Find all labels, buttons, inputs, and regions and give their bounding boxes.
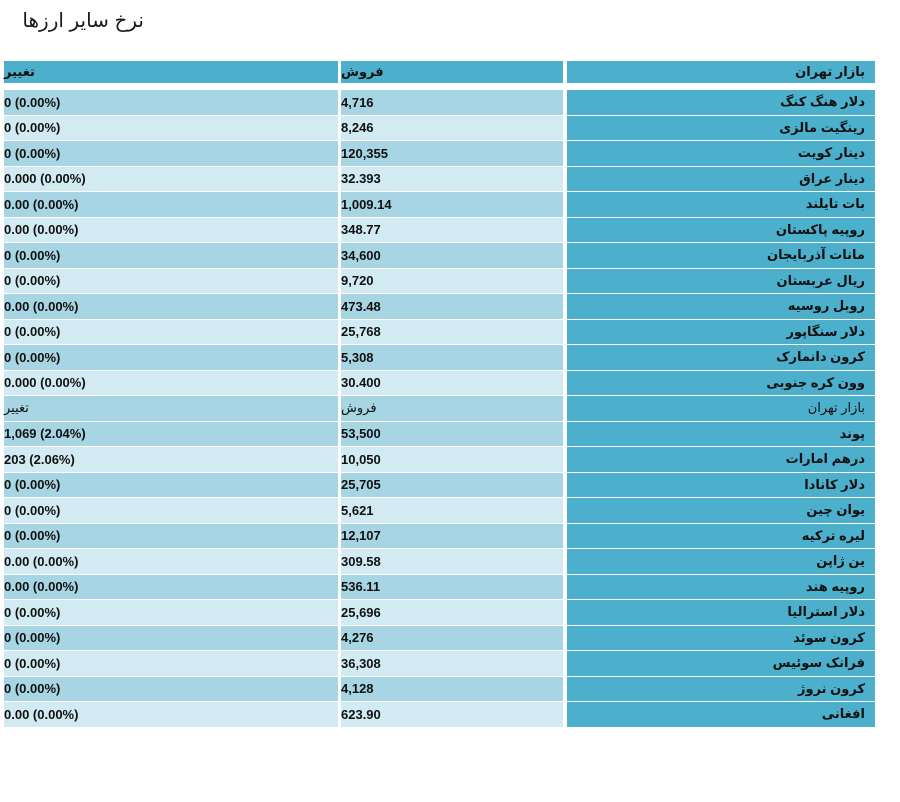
table-row <box>4 422 875 448</box>
currency-name-cell-text: درهم امارات <box>785 451 865 467</box>
currency-name-cell <box>567 651 875 676</box>
change-cell-text: 0.00 (0.00%) <box>4 196 79 212</box>
sell-cell-text: 473.48 <box>341 298 381 314</box>
change-cell <box>4 320 338 345</box>
subheader-sell: فروش <box>341 396 563 421</box>
currency-name-cell-text: لیره ترکیه <box>801 527 865 543</box>
change-cell <box>4 192 338 217</box>
change-cell <box>4 141 338 166</box>
sell-cell <box>341 90 563 115</box>
change-cell <box>4 218 338 243</box>
currency-name-cell-text: ین ژاپن <box>816 553 865 569</box>
change-cell-text: 0.00 (0.00%) <box>4 298 79 314</box>
table-row <box>4 447 875 473</box>
change-cell-text: 0 (0.00%) <box>4 273 61 289</box>
table-row <box>4 473 875 499</box>
change-cell-text: 0 (0.00%) <box>4 120 61 136</box>
currency-name-cell <box>567 702 875 727</box>
currency-name-cell-text: دینار عراق <box>799 170 865 186</box>
change-cell <box>4 243 338 268</box>
currency-name-cell <box>567 167 875 192</box>
table-row <box>4 524 875 550</box>
sell-cell <box>341 192 563 217</box>
sell-cell-text: 36,308 <box>341 655 381 671</box>
change-cell-text: 0 (0.00%) <box>4 247 61 263</box>
table-row <box>4 116 875 142</box>
change-cell-text: 1,069 (2.04%) <box>4 426 86 442</box>
sell-cell <box>341 600 563 625</box>
sell-cell-text: 53,500 <box>341 426 381 442</box>
change-cell-text: 0 (0.00%) <box>4 502 61 518</box>
change-cell <box>4 549 338 574</box>
currency-name-cell <box>567 192 875 217</box>
currency-name-cell <box>567 320 875 345</box>
currency-name-cell-text: رینگیت مالزی <box>779 119 865 135</box>
currency-name-cell <box>567 626 875 651</box>
change-cell <box>4 116 338 141</box>
change-cell-text: 0 (0.00%) <box>4 324 61 340</box>
sell-cell <box>341 269 563 294</box>
table-row <box>4 269 875 295</box>
change-cell <box>4 524 338 549</box>
currency-name-cell <box>567 294 875 319</box>
change-cell <box>4 422 338 447</box>
change-cell-text: 203 (2.06%) <box>4 451 75 467</box>
currency-name-cell-text: ریال عربستان <box>776 272 865 288</box>
change-cell <box>4 626 338 651</box>
currency-name-cell <box>567 345 875 370</box>
change-cell <box>4 371 338 396</box>
change-cell <box>4 269 338 294</box>
sell-cell-text: 5,621 <box>341 502 374 518</box>
change-cell-text: 0.00 (0.00%) <box>4 222 79 238</box>
sell-cell <box>341 575 563 600</box>
change-cell-text: 0 (0.00%) <box>4 604 61 620</box>
sell-cell-text: 348.77 <box>341 222 381 238</box>
sell-cell-text: 120,355 <box>341 145 388 161</box>
table-row <box>4 345 875 371</box>
sell-cell-text: 10,050 <box>341 451 381 467</box>
currency-name-cell <box>567 218 875 243</box>
sell-cell-text: 5,308 <box>341 349 374 365</box>
change-cell-text: 0 (0.00%) <box>4 94 61 110</box>
change-cell <box>4 90 338 115</box>
currency-name-cell-text: پوند <box>839 425 865 441</box>
sell-cell <box>341 294 563 319</box>
currency-name-cell-text: یوان چین <box>806 502 865 518</box>
sell-cell-text: 536.11 <box>341 579 381 595</box>
table-row <box>4 218 875 244</box>
table-row <box>4 243 875 269</box>
sell-cell <box>341 141 563 166</box>
sell-cell <box>341 626 563 651</box>
sell-cell-text: 309.58 <box>341 553 381 569</box>
table-row <box>4 677 875 703</box>
change-cell-text: 0.00 (0.00%) <box>4 706 79 722</box>
currency-name-cell-text: دلار سنگاپور <box>786 323 865 339</box>
sell-cell-text: 25,768 <box>341 324 381 340</box>
sell-cell <box>341 702 563 727</box>
change-cell-text: 0 (0.00%) <box>4 528 61 544</box>
sell-cell <box>341 243 563 268</box>
currency-name-cell <box>567 90 875 115</box>
sell-cell <box>341 371 563 396</box>
change-cell <box>4 294 338 319</box>
sell-cell <box>341 218 563 243</box>
table-row <box>4 702 875 728</box>
sell-cell <box>341 498 563 523</box>
table-row <box>4 320 875 346</box>
currency-name-cell-text: روپیه پاکستان <box>775 221 865 237</box>
currency-name-cell <box>567 447 875 472</box>
change-cell <box>4 702 338 727</box>
change-cell-text: 0.000 (0.00%) <box>4 171 86 187</box>
table-row <box>4 90 875 116</box>
currency-name-cell-text: وون کره جنوبی <box>766 374 865 390</box>
change-cell-text: 0.00 (0.00%) <box>4 579 79 595</box>
sell-cell-text: 4,716 <box>341 94 374 110</box>
table-subheader-row <box>4 396 875 422</box>
change-cell-text: 0.000 (0.00%) <box>4 375 86 391</box>
sell-cell <box>341 651 563 676</box>
currency-name-cell <box>567 575 875 600</box>
currency-name-cell-text: روبل روسیه <box>787 298 865 314</box>
sell-cell <box>341 320 563 345</box>
change-cell <box>4 345 338 370</box>
table-row <box>4 192 875 218</box>
currency-name-cell-text: دلار استرالیا <box>787 604 865 620</box>
sell-cell-text: 1,009.14 <box>341 196 392 212</box>
header-market: بازار تهران <box>567 61 875 83</box>
change-cell <box>4 600 338 625</box>
change-cell <box>4 498 338 523</box>
change-cell-text: 0 (0.00%) <box>4 655 61 671</box>
table-row <box>4 141 875 167</box>
sell-cell-text: 30.400 <box>341 375 381 391</box>
sell-cell-text: 12,107 <box>341 528 381 544</box>
currency-name-cell-text: مانات آذربایجان <box>767 247 865 263</box>
currency-name-cell <box>567 677 875 702</box>
change-cell-text: 0 (0.00%) <box>4 681 61 697</box>
sell-cell <box>341 524 563 549</box>
change-cell-text: 0 (0.00%) <box>4 477 61 493</box>
currency-name-cell-text: کرون دانمارک <box>776 349 865 365</box>
currency-name-cell <box>567 600 875 625</box>
currency-name-cell-text: فرانک سوئیس <box>772 655 865 671</box>
sell-cell <box>341 473 563 498</box>
change-cell-text: 0 (0.00%) <box>4 145 61 161</box>
change-cell-text: 0 (0.00%) <box>4 349 61 365</box>
change-cell <box>4 447 338 472</box>
currency-name-cell-text: کرون سوئد <box>793 629 865 645</box>
sell-cell <box>341 677 563 702</box>
sell-cell <box>341 116 563 141</box>
sell-cell-text: 25,696 <box>341 604 381 620</box>
table-row <box>4 294 875 320</box>
currency-name-cell-text: روپیه هند <box>805 578 865 594</box>
change-cell <box>4 167 338 192</box>
table-row <box>4 167 875 193</box>
sell-cell-text: 32.393 <box>341 171 381 187</box>
currency-name-cell-text: دینار کویت <box>797 145 865 161</box>
table-header-row <box>4 61 875 84</box>
table-row <box>4 600 875 626</box>
sell-cell <box>341 422 563 447</box>
currency-name-cell-text: دلار هنگ کنگ <box>780 94 865 110</box>
table-row <box>4 651 875 677</box>
currency-name-cell-text: کرون نروژ <box>798 680 865 696</box>
currency-name-cell-text: بات تایلند <box>805 196 865 212</box>
change-cell <box>4 575 338 600</box>
currency-name-cell <box>567 116 875 141</box>
sell-cell <box>341 167 563 192</box>
subheader-market: بازار تهران <box>567 396 875 421</box>
currency-name-cell-text: دلار کانادا <box>804 476 865 492</box>
sell-cell-text: 4,128 <box>341 681 374 697</box>
currency-name-cell <box>567 269 875 294</box>
currency-rates-table <box>4 61 875 728</box>
subheader-change: تغییر <box>4 396 338 421</box>
sell-cell-text: 8,246 <box>341 120 374 136</box>
table-row <box>4 371 875 397</box>
sell-cell-text: 623.90 <box>341 706 381 722</box>
sell-cell <box>341 549 563 574</box>
table-body-group-2 <box>4 422 875 728</box>
currency-name-cell <box>567 141 875 166</box>
sell-cell-text: 9,720 <box>341 273 374 289</box>
change-cell <box>4 651 338 676</box>
currency-name-cell <box>567 473 875 498</box>
sell-cell-text: 34,600 <box>341 247 381 263</box>
sell-cell <box>341 447 563 472</box>
page-title: نرخ سایر ارزها <box>22 10 144 32</box>
currency-name-cell <box>567 371 875 396</box>
currency-name-cell <box>567 524 875 549</box>
table-row <box>4 575 875 601</box>
header-sell: فروش <box>341 61 563 83</box>
table-row <box>4 498 875 524</box>
table-row <box>4 626 875 652</box>
change-cell <box>4 473 338 498</box>
change-cell-text: 0 (0.00%) <box>4 630 61 646</box>
sell-cell-text: 25,705 <box>341 477 381 493</box>
sell-cell-text: 4,276 <box>341 630 374 646</box>
currency-name-cell <box>567 243 875 268</box>
table-row <box>4 549 875 575</box>
change-cell <box>4 677 338 702</box>
table-body-group-1 <box>4 90 875 396</box>
currency-name-cell-text: افغانی <box>821 706 865 722</box>
currency-name-cell <box>567 549 875 574</box>
change-cell-text: 0.00 (0.00%) <box>4 553 79 569</box>
currency-name-cell <box>567 422 875 447</box>
sell-cell <box>341 345 563 370</box>
currency-name-cell <box>567 498 875 523</box>
header-change: تغییر <box>4 61 338 83</box>
